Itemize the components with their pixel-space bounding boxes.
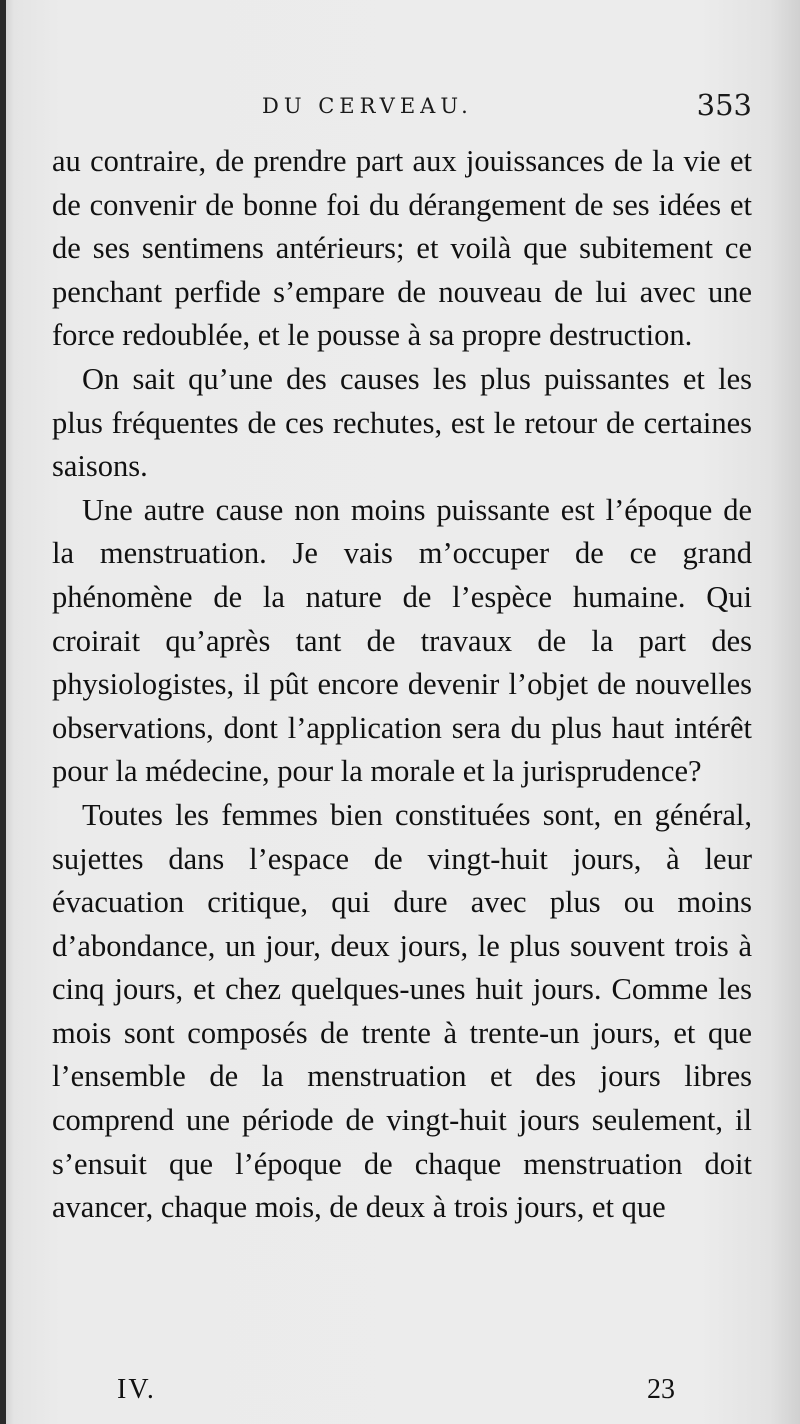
paragraph: Toutes les femmes bien constituées sont, en général, sujettes dans l’espace de vingt-huit jours, à leur évacuation critique, qui dure avec plus ou moins d’abondance, un jour, deux jours, le plus souvent trois à cinq jours, et chez quelques-unes huit jours. Comme les mois sont composés de trente à trente-un jours, et que l’ensemble de la menstruation et des jours libres comprend une période de vingt-huit jours seulement, il s’ensuit que l’époque de chaque menstruation doit avancer, chaque mois, de deux à trois jours, et que — [52, 797, 752, 1225]
page-header — [52, 88, 752, 132]
body-text — [52, 140, 752, 1230]
running-title: DU CERVEAU. — [262, 94, 473, 118]
paragraph: Une autre cause non moins puissante est l’époque de la menstruation. Je vais m’occuper de ce grand phénomène de la nature de l’espèce humaine. Qui croirait qu’après tant de travaux de la part des physiologistes, il pût encore devenir l’objet de nouvelles observations, dont l’application sera du plus haut intérêt pour la médecine, pour la morale et la jurisprudence? — [52, 492, 752, 789]
page-number: 353 — [696, 88, 752, 122]
paragraph: On sait qu’une des causes les plus puissantes et les plus fréquentes de ces rechutes, est le retour de certaines saisons. — [52, 361, 752, 484]
gathering-number: 23 — [647, 1374, 675, 1405]
signature-mark: IV. — [117, 1374, 156, 1405]
page-spine-edge — [0, 0, 6, 1424]
paragraph-continuation: au contraire, de prendre part aux jouissances de la vie et de convenir de bonne foi du dérangement de ses idées et de ses sentimens antérieurs; et voilà que subitement ce penchant perfide s’empare de nouveau de lui avec une force redoublée, et le pousse à sa propre destruction. — [52, 144, 752, 353]
page-footer — [52, 1374, 752, 1414]
